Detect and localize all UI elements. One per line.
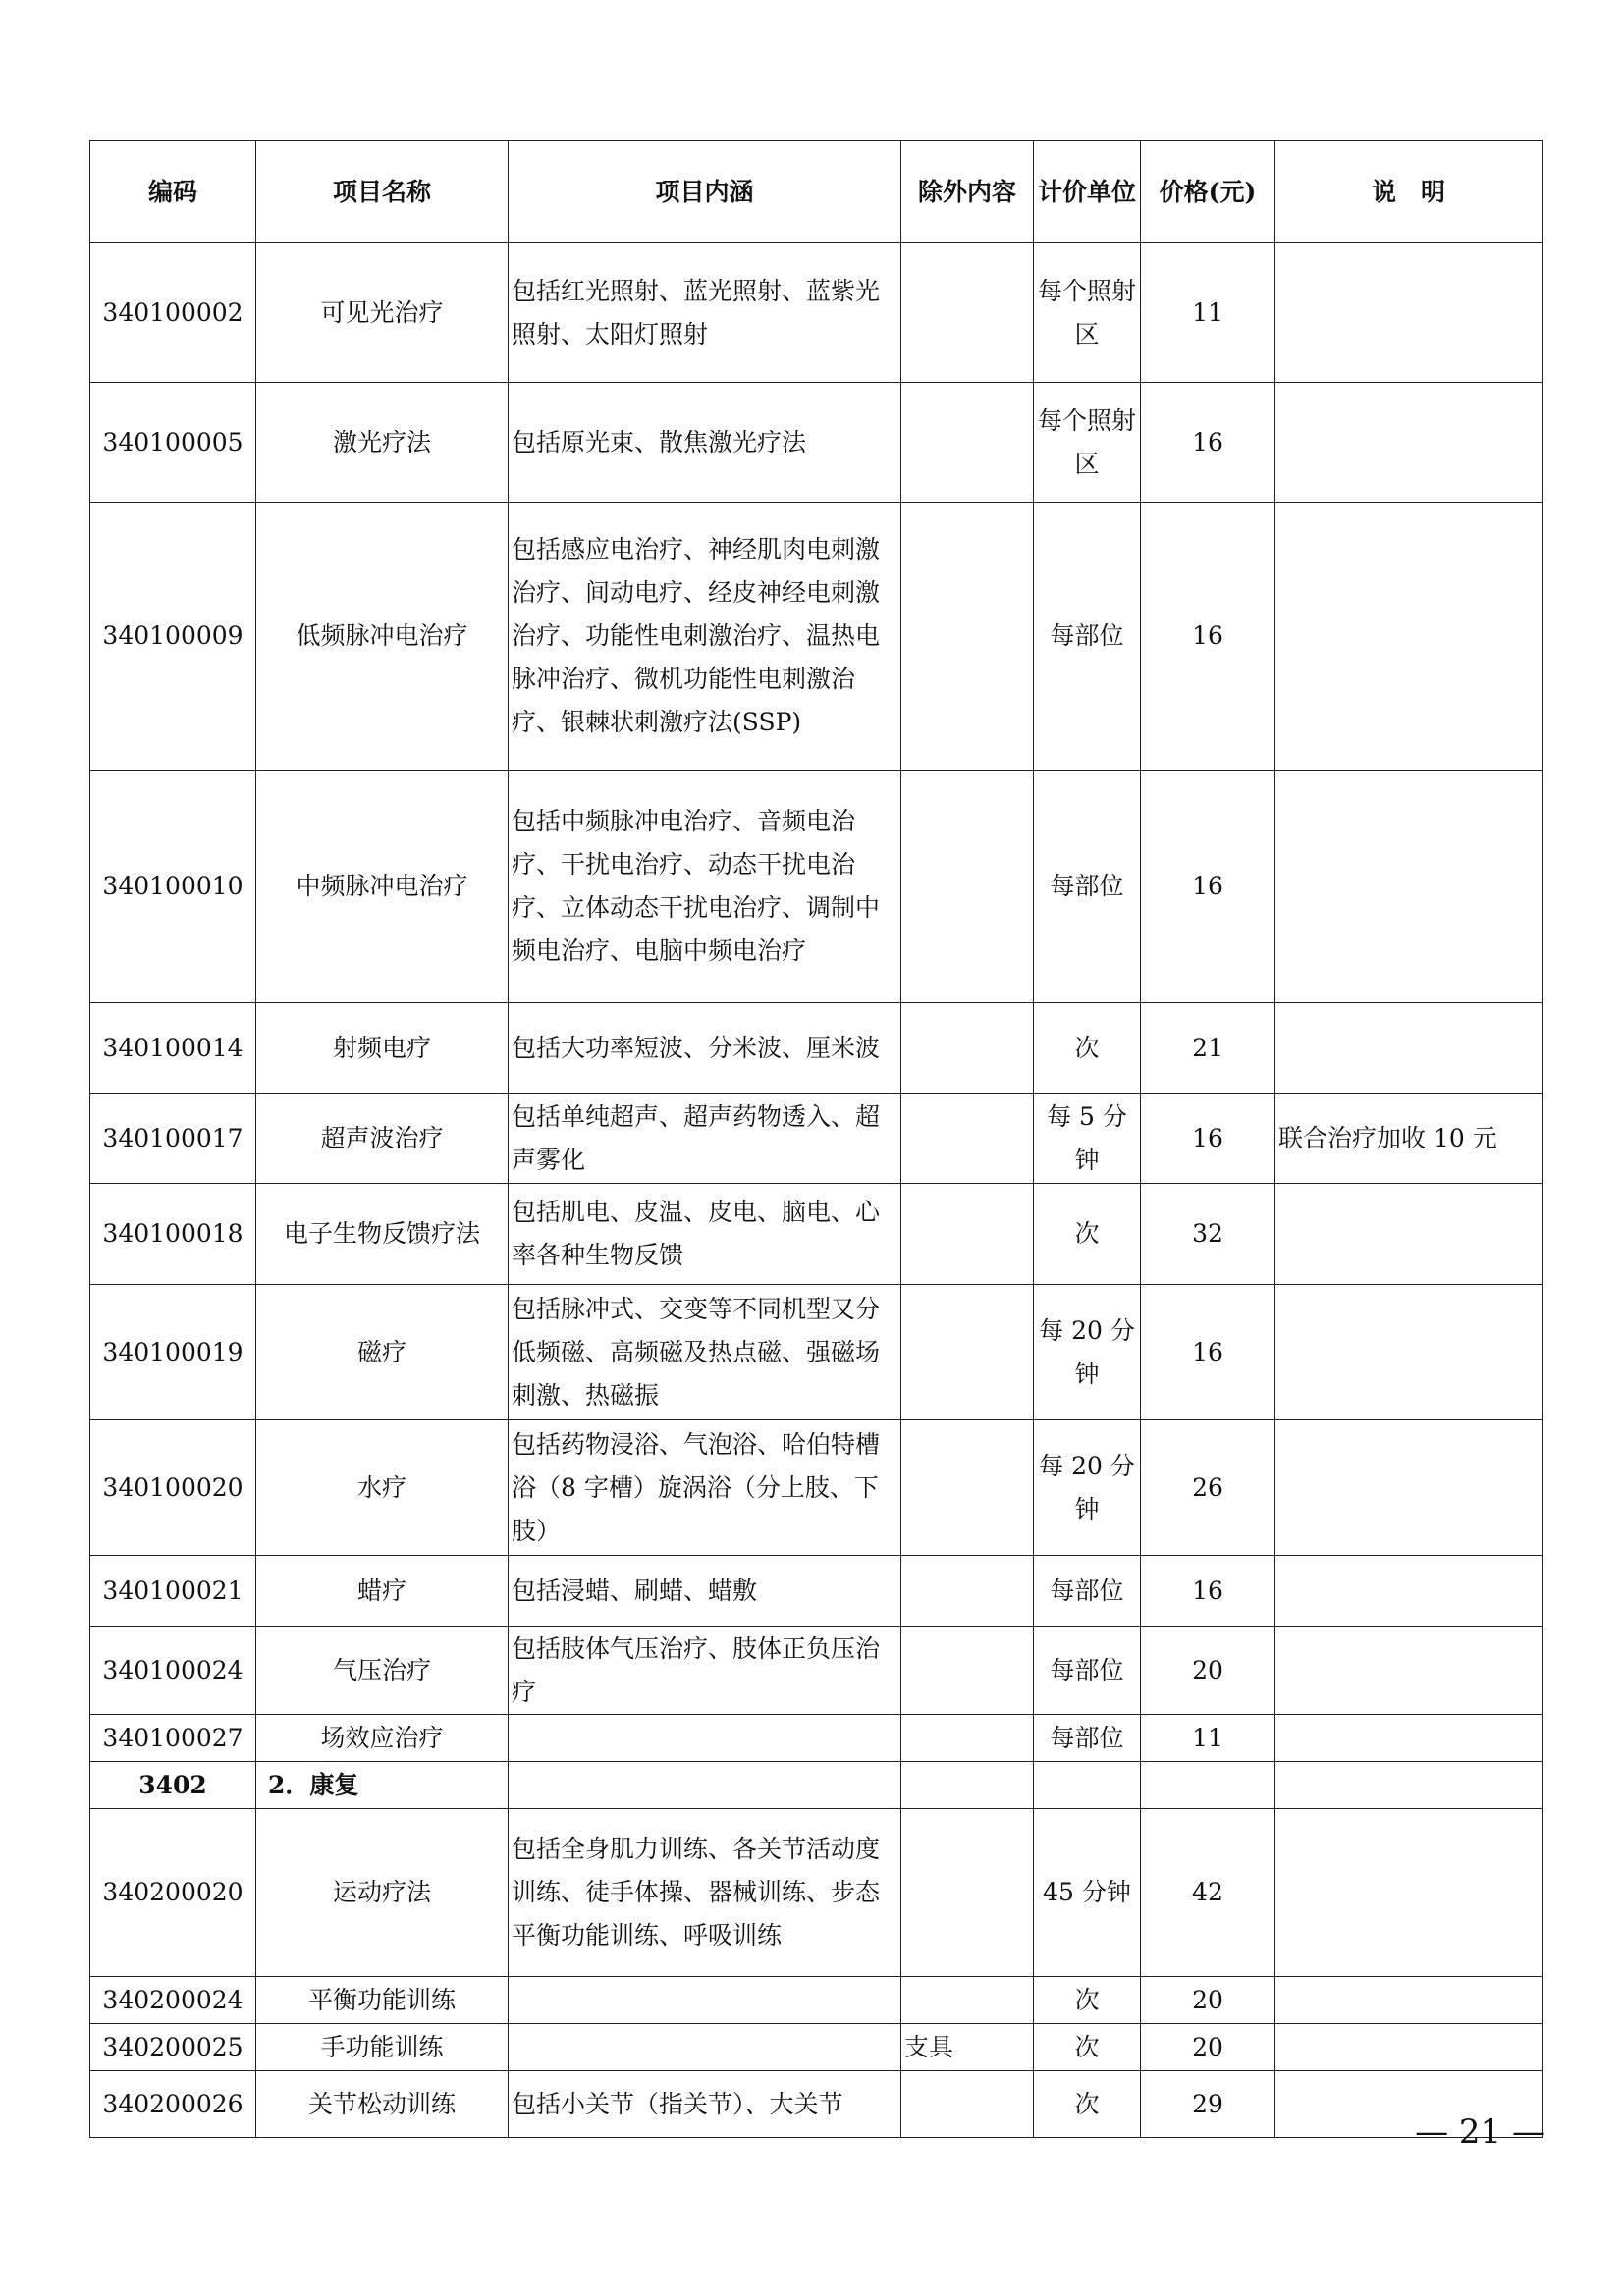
cell-price: 20 [1141, 2024, 1275, 2071]
cell-code: 340100024 [90, 1627, 256, 1715]
cell-name: 磁疗 [256, 1285, 509, 1420]
cell-unit [1034, 1762, 1141, 1809]
cell-exclusion [901, 1715, 1034, 1762]
cell-price: 16 [1141, 771, 1275, 1003]
cell-price: 16 [1141, 1556, 1275, 1627]
cell-content [509, 2024, 901, 2071]
page-number: — 21 — [1415, 2112, 1545, 2152]
cell-exclusion: 支具 [901, 2024, 1034, 2071]
cell-exclusion [901, 1184, 1034, 1285]
cell-name: 可见光治疗 [256, 243, 509, 383]
cell-exclusion [901, 1627, 1034, 1715]
cell-name: 场效应治疗 [256, 1715, 509, 1762]
cell-code: 340100019 [90, 1285, 256, 1420]
cell-exclusion [901, 1977, 1034, 2024]
price-table [89, 140, 1543, 2138]
table-row [90, 1094, 1543, 1184]
cell-code: 340100009 [90, 503, 256, 771]
cell-name: 气压治疗 [256, 1627, 509, 1715]
cell-unit: 每部位 [1034, 1627, 1141, 1715]
cell-note [1275, 1556, 1543, 1627]
cell-exclusion [901, 1285, 1034, 1420]
cell-code: 340200020 [90, 1809, 256, 1977]
cell-unit: 次 [1034, 1003, 1141, 1094]
cell-note [1275, 1003, 1543, 1094]
cell-content: 包括肢体气压治疗、肢体正负压治疗 [509, 1627, 901, 1715]
table-row [90, 243, 1543, 383]
cell-name: 射频电疗 [256, 1003, 509, 1094]
table-row [90, 2024, 1543, 2071]
cell-unit: 每个照射区 [1034, 383, 1141, 503]
header-note: 说 明 [1275, 141, 1543, 243]
cell-code: 340100027 [90, 1715, 256, 1762]
cell-name: 手功能训练 [256, 2024, 509, 2071]
cell-price: 29 [1141, 2071, 1275, 2138]
cell-content [509, 1762, 901, 1809]
cell-name: 关节松动训练 [256, 2071, 509, 2138]
cell-price [1141, 1762, 1275, 1809]
cell-unit: 次 [1034, 2071, 1141, 2138]
cell-content: 包括感应电治疗、神经肌肉电刺激治疗、间动电疗、经皮神经电刺激治疗、功能性电刺激治疗、温热电脉冲治疗、微机功能性电刺激治疗、银棘状刺激疗法(SSP) [509, 503, 901, 771]
cell-note [1275, 383, 1543, 503]
table-row [90, 1977, 1543, 2024]
cell-exclusion [901, 383, 1034, 503]
cell-content [509, 1977, 901, 2024]
cell-unit: 次 [1034, 1977, 1141, 2024]
table-row [90, 383, 1543, 503]
cell-content: 包括药物浸浴、气泡浴、哈伯特槽浴（8 字槽）旋涡浴（分上肢、下肢） [509, 1420, 901, 1556]
cell-code: 340100014 [90, 1003, 256, 1094]
cell-price: 26 [1141, 1420, 1275, 1556]
header-code: 编码 [90, 141, 256, 243]
cell-unit: 45 分钟 [1034, 1809, 1141, 1977]
cell-code: 340100005 [90, 383, 256, 503]
cell-price: 32 [1141, 1184, 1275, 1285]
cell-code: 340100017 [90, 1094, 256, 1184]
cell-content [509, 1715, 901, 1762]
cell-code: 340100021 [90, 1556, 256, 1627]
cell-content: 包括浸蜡、刷蜡、蜡敷 [509, 1556, 901, 1627]
cell-content: 包括全身肌力训练、各关节活动度训练、徒手体操、器械训练、步态平衡功能训练、呼吸训练 [509, 1809, 901, 1977]
cell-name: 中频脉冲电治疗 [256, 771, 509, 1003]
cell-unit: 每 20 分钟 [1034, 1420, 1141, 1556]
cell-unit: 每部位 [1034, 1556, 1141, 1627]
cell-note [1275, 243, 1543, 383]
cell-exclusion [901, 1420, 1034, 1556]
cell-price: 16 [1141, 383, 1275, 503]
cell-section-name: 2．康复 [256, 1762, 509, 1809]
table-row [90, 1420, 1543, 1556]
table-row [90, 771, 1543, 1003]
cell-exclusion [901, 771, 1034, 1003]
cell-exclusion [901, 1762, 1034, 1809]
cell-unit: 次 [1034, 1184, 1141, 1285]
cell-content: 包括小关节（指关节）、大关节 [509, 2071, 901, 2138]
cell-note [1275, 771, 1543, 1003]
cell-unit: 每 20 分钟 [1034, 1285, 1141, 1420]
cell-unit: 每部位 [1034, 503, 1141, 771]
cell-note [1275, 1627, 1543, 1715]
cell-name: 运动疗法 [256, 1809, 509, 1977]
cell-price: 20 [1141, 1627, 1275, 1715]
cell-note [1275, 503, 1543, 771]
cell-price: 16 [1141, 1094, 1275, 1184]
cell-content: 包括原光束、散焦激光疗法 [509, 383, 901, 503]
cell-price: 42 [1141, 1809, 1275, 1977]
header-price: 价格(元) [1141, 141, 1275, 243]
cell-note [1275, 1809, 1543, 1977]
cell-exclusion [901, 243, 1034, 383]
cell-price: 16 [1141, 503, 1275, 771]
cell-note [1275, 1420, 1543, 1556]
cell-price: 21 [1141, 1003, 1275, 1094]
cell-note [1275, 1715, 1543, 1762]
header-name: 项目名称 [256, 141, 509, 243]
cell-exclusion [901, 1809, 1034, 1977]
table-row [90, 1003, 1543, 1094]
cell-content: 包括脉冲式、交变等不同机型又分低频磁、高频磁及热点磁、强磁场刺激、热磁振 [509, 1285, 901, 1420]
cell-code: 340200026 [90, 2071, 256, 2138]
cell-name: 低频脉冲电治疗 [256, 503, 509, 771]
table-row [90, 1285, 1543, 1420]
cell-price: 11 [1141, 243, 1275, 383]
table-row [90, 1556, 1543, 1627]
cell-price: 16 [1141, 1285, 1275, 1420]
header-exclusion: 除外内容 [901, 141, 1034, 243]
cell-unit: 每部位 [1034, 771, 1141, 1003]
cell-code: 340100002 [90, 243, 256, 383]
cell-content: 包括中频脉冲电治疗、音频电治疗、干扰电治疗、动态干扰电治疗、立体动态干扰电治疗、调制中频电治疗、电脑中频电治疗 [509, 771, 901, 1003]
cell-content: 包括大功率短波、分米波、厘米波 [509, 1003, 901, 1094]
cell-note [1275, 1285, 1543, 1420]
cell-exclusion [901, 2071, 1034, 2138]
cell-price: 11 [1141, 1715, 1275, 1762]
cell-name: 激光疗法 [256, 383, 509, 503]
table-row [90, 1809, 1543, 1977]
cell-name: 蜡疗 [256, 1556, 509, 1627]
cell-code: 340200024 [90, 1977, 256, 2024]
header-unit: 计价单位 [1034, 141, 1141, 243]
cell-unit: 次 [1034, 2024, 1141, 2071]
cell-unit: 每部位 [1034, 1715, 1141, 1762]
cell-code: 340100010 [90, 771, 256, 1003]
cell-unit: 每个照射区 [1034, 243, 1141, 383]
cell-name: 超声波治疗 [256, 1094, 509, 1184]
cell-note [1275, 1977, 1543, 2024]
cell-name: 平衡功能训练 [256, 1977, 509, 2024]
cell-unit: 每 5 分钟 [1034, 1094, 1141, 1184]
cell-exclusion [901, 503, 1034, 771]
cell-note: 联合治疗加收 10 元 [1275, 1094, 1543, 1184]
cell-note [1275, 1762, 1543, 1809]
header-content: 项目内涵 [509, 141, 901, 243]
table-row [90, 503, 1543, 771]
cell-code: 340100018 [90, 1184, 256, 1285]
cell-name: 电子生物反馈疗法 [256, 1184, 509, 1285]
cell-content: 包括肌电、皮温、皮电、脑电、心率各种生物反馈 [509, 1184, 901, 1285]
table-row [90, 1627, 1543, 1715]
cell-code: 340100020 [90, 1420, 256, 1556]
cell-exclusion [901, 1094, 1034, 1184]
header-row [90, 141, 1543, 243]
table-row [90, 1715, 1543, 1762]
cell-name: 水疗 [256, 1420, 509, 1556]
cell-code: 340200025 [90, 2024, 256, 2071]
table-row [90, 1184, 1543, 1285]
cell-exclusion [901, 1003, 1034, 1094]
table-row [90, 2071, 1543, 2138]
cell-note [1275, 2024, 1543, 2071]
cell-section-code: 3402 [90, 1762, 256, 1809]
cell-price: 20 [1141, 1977, 1275, 2024]
cell-content: 包括红光照射、蓝光照射、蓝紫光照射、太阳灯照射 [509, 243, 901, 383]
cell-content: 包括单纯超声、超声药物透入、超声雾化 [509, 1094, 901, 1184]
section-row [90, 1762, 1543, 1809]
cell-exclusion [901, 1556, 1034, 1627]
cell-note [1275, 1184, 1543, 1285]
